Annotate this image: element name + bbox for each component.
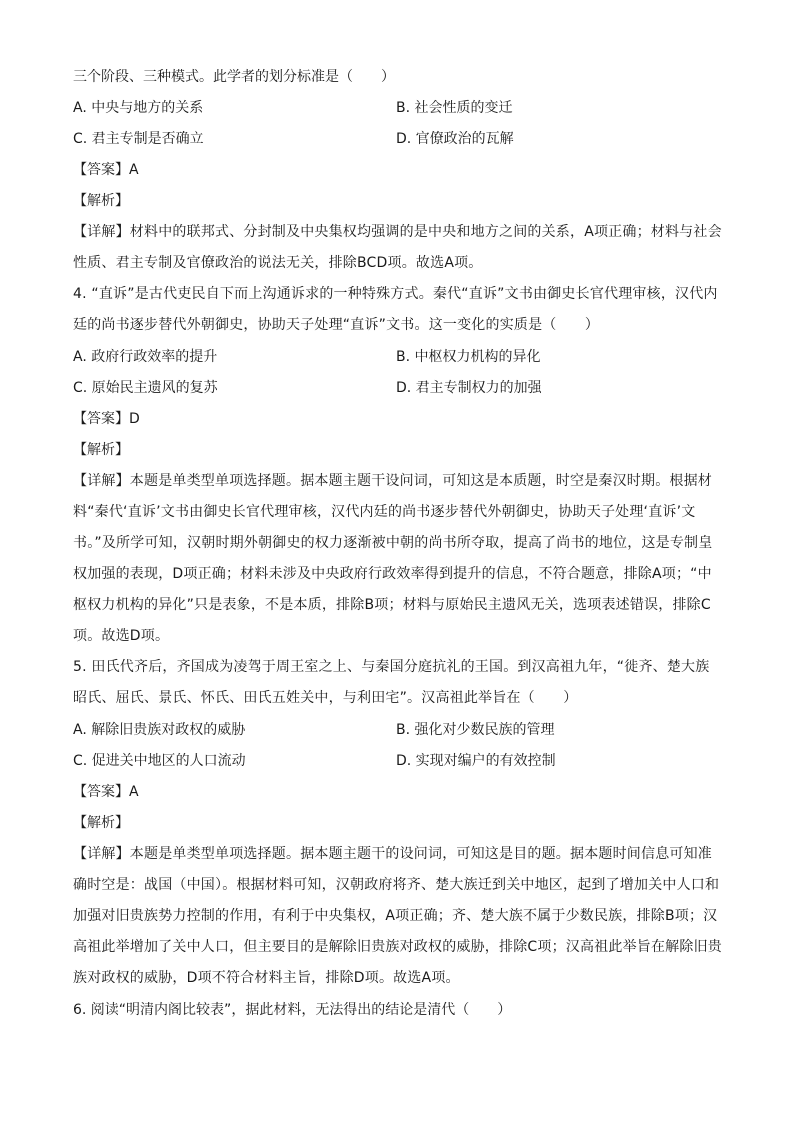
q3-options-row-1: [73, 98, 723, 119]
q5-option-b: B. 强化对少数民族的管理: [396, 722, 555, 738]
q4-option-a: A. 政府行政效率的提升: [73, 349, 218, 365]
q4-stem: 4. “直诉”是古代吏民自下而上沟通诉求的一种特殊方式。秦代“直诉”文书由御史长官代理审核，汉代内廷的尚书逐步替代外朝御史，协助天子处理“直诉”文书。这一变化的实质是（ ）: [73, 286, 718, 333]
q4-detail: 【详解】本题是单类型单项选择题。据本题主题干设问词，可知这是本质题，时空是秦汉时期。根据材料“秦代‘直诉’文书由御史长官代理审核，汉代内廷的尚书逐步替代外朝御史，协助天子处理‘直诉’文书。”及所学可知，汉朝时期外朝御史的权力逐渐被中朝的尚书所夺取，提高了尚书的地位，这是专制皇权加强的表现，D项正确；材料未涉及中央政府行政效率得到提升的信息，不符合题意，排除A项；“中枢权力机构的异化”只是表象，不是本质，排除B项；材料与原始民主遗风无关，选项表述错误，排除C项。故选D项。: [73, 473, 713, 644]
q3-option-b: B. 社会性质的变迁: [396, 100, 513, 116]
q4-analysis-label: 【解析】: [73, 442, 129, 458]
q4-options-row-1: [73, 347, 723, 368]
q4-answer: 【答案】D: [73, 411, 140, 427]
q5-answer: 【答案】A: [73, 784, 139, 800]
q3-option-a: A. 中央与地方的关系: [73, 100, 204, 116]
q5-detail: 【详解】本题是单类型单项选择题。据本题主题干的设问词，可知这是目的题。据本题时间信息可知准确时空是：战国（中国）。根据材料可知，汉朝政府将齐、楚大族迁到关中地区，起到了增加关中人口和加强对旧贵族势力控制的作用，有利于中央集权，A项正确；齐、楚大族不属于少数民族，排除B项；汉高祖此举增加了关中人口，但主要目的是解除旧贵族对政权的威胁，排除C项；汉高祖此举旨在解除旧贵族对政权的威胁，D项不符合材料主旨，排除D项。故选A项。: [73, 846, 722, 986]
q5-stem: 5. 田氏代齐后，齐国成为凌驾于周王室之上、与秦国分庭抗礼的王国。到汉高祖九年，“徙齐、楚大族昭氏、屈氏、景氏、怀氏、田氏五姓关中，与利田宅”。汉高祖此举旨在（ ）: [73, 659, 710, 706]
q4-options-row-2: [73, 378, 723, 399]
q3-detail: 【详解】材料中的联邦式、分封制及中央集权均强调的是中央和地方之间的关系，A项正确；材料与社会性质、君主专制及官僚政治的说法无关，排除BCD项。故选A项。: [73, 224, 722, 271]
q4-option-b: B. 中枢权力机构的异化: [396, 349, 541, 365]
q3-analysis-label: 【解析】: [73, 193, 129, 209]
q5-options-row-2: [73, 751, 723, 772]
q4-option-d: D. 君主专制权力的加强: [396, 380, 542, 396]
q5-option-d: D. 实现对编户的有效控制: [396, 753, 556, 769]
q3-option-c: C. 君主专制是否确立: [73, 131, 204, 147]
q5-option-c: C. 促进关中地区的人口流动: [73, 753, 246, 769]
q4-option-c: C. 原始民主遗风的复苏: [73, 380, 218, 396]
q3-stem-tail: 三个阶段、三种模式。此学者的划分标准是（ ）: [73, 69, 395, 85]
q5-options-row-1: [73, 720, 723, 741]
q5-analysis-label: 【解析】: [73, 815, 129, 831]
q3-option-d: D. 官僚政治的瓦解: [396, 131, 514, 147]
q5-option-a: A. 解除旧贵族对政权的威胁: [73, 722, 246, 738]
q3-answer: 【答案】A: [73, 162, 139, 178]
q6-stem: 6. 阅读“明清内阁比较表”，据此材料，无法得出的结论是清代（ ）: [73, 1002, 512, 1018]
q3-options-row-2: [73, 129, 723, 150]
